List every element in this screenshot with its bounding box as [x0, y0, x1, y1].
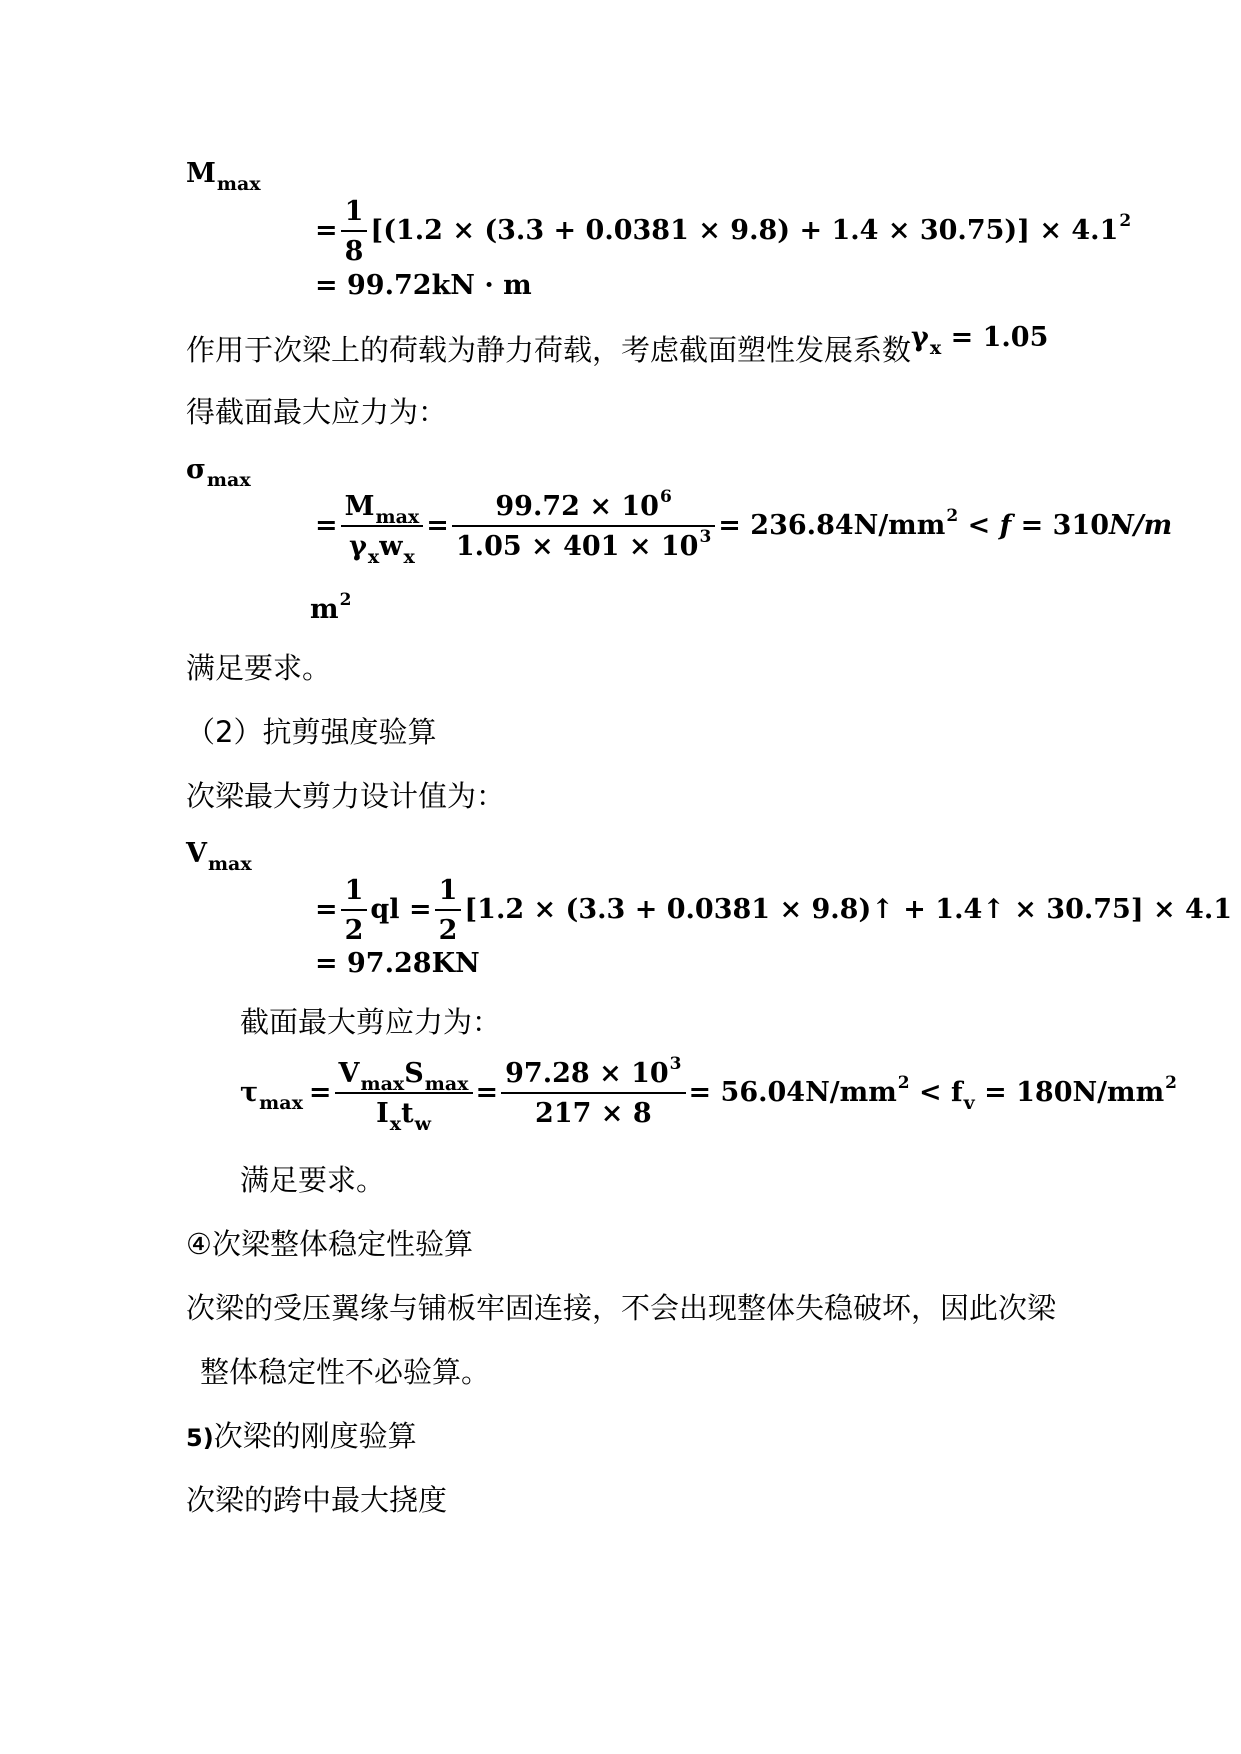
paragraph-shear-stress-intro: 截面最大剪应力为： — [240, 1005, 502, 1039]
sigma-equation: = $\frac{M_{max}}{\gamma_xw_x}$ = $\frac{99.72 \times 10^6}{1.05 \times 401 \times 10^3}$ = $236.84N/mm^2 < f = 310N/m$ — [315, 487, 1173, 568]
ok-text-1: 满足要求。 — [186, 651, 332, 685]
sigma-wrapped-unit: $m^2$ — [310, 590, 352, 625]
mmax-equation-line1: = $\frac{1}{8}$ $[(1.2 \times (3.3 + 0.0381 \times 9.8) + 1.4 \times 30.75)] \times 4.1^2$ — [315, 196, 1132, 267]
paragraph-stability-line2: 整体稳定性不必验算。 — [200, 1355, 491, 1389]
vmax-equation-line2: = 97.28KN — [315, 948, 480, 979]
fraction-moment-values: $\frac{99.72 \times 10^6}{1.05 \times 401 \times 10^3}$ — [452, 493, 715, 560]
fraction-one-eighth: $\frac{1}{8}$ — [341, 198, 368, 265]
mmax-lhs: $M_{max}$ — [186, 158, 261, 195]
fraction-one-half-b: $\frac{1}{2}$ — [435, 877, 462, 944]
ok-text-2: 满足要求。 — [240, 1163, 386, 1197]
paragraph-stability-line1: 次梁的受压翼缘与铺板牢固连接，不会出现整体失稳破坏，因此次梁 — [186, 1291, 1057, 1325]
fraction-vs-over-it: $\frac{V_{max}S_{max}}{I_xt_w}$ — [335, 1060, 473, 1127]
paragraph-stress-intro: 得截面最大应力为： — [186, 395, 448, 429]
sigma-lhs: $\sigma_{max}$ — [186, 454, 251, 491]
heading-shear-check: （2）抗剪强度验算 — [186, 715, 437, 749]
vmax-equation-line1: = $\frac{1}{2}$ ql = $\frac{1}{2}$ [1.2 × (3.3 + 0.0381 × 9.8)↑ + 1.4↑ × 30.75] × 4.1 — [315, 875, 1233, 946]
gamma-x-value: $\gamma_x = 1.05$ — [911, 322, 1049, 359]
fraction-shear-values: $\frac{97.28 \times 10^3}{217 \times 8}$ — [501, 1060, 685, 1127]
heading-stability-check: ④次梁整体稳定性验算 — [186, 1227, 473, 1261]
paragraph-shear-design: 次梁最大剪力设计值为： — [186, 779, 506, 813]
heading-stiffness-check: 5)次梁的刚度验算 — [186, 1419, 417, 1453]
fraction-one-half-a: $\frac{1}{2}$ — [341, 877, 368, 944]
vmax-lhs: $V_{max}$ — [186, 838, 252, 875]
tau-equation: $\tau_{max}$ = $\frac{V_{max}S_{max}}{I_xt_w}$ = $\frac{97.28 \times 10^3}{217 \times 8}$ = $56.04N/mm^2 < f_v = 180N/mm^2$ — [240, 1054, 1178, 1135]
fraction-mmax-over-gamma-w: $\frac{M_{max}}{\gamma_xw_x}$ — [341, 493, 424, 560]
paragraph-load: 作用于次梁上的荷载为静力荷载，考虑截面塑性发展系数$\gamma_x = 1.05$ — [186, 322, 1049, 367]
mmax-equation-line2: = 99.72kN · m — [315, 270, 532, 301]
paragraph-deflection: 次梁的跨中最大挠度 — [186, 1483, 448, 1517]
